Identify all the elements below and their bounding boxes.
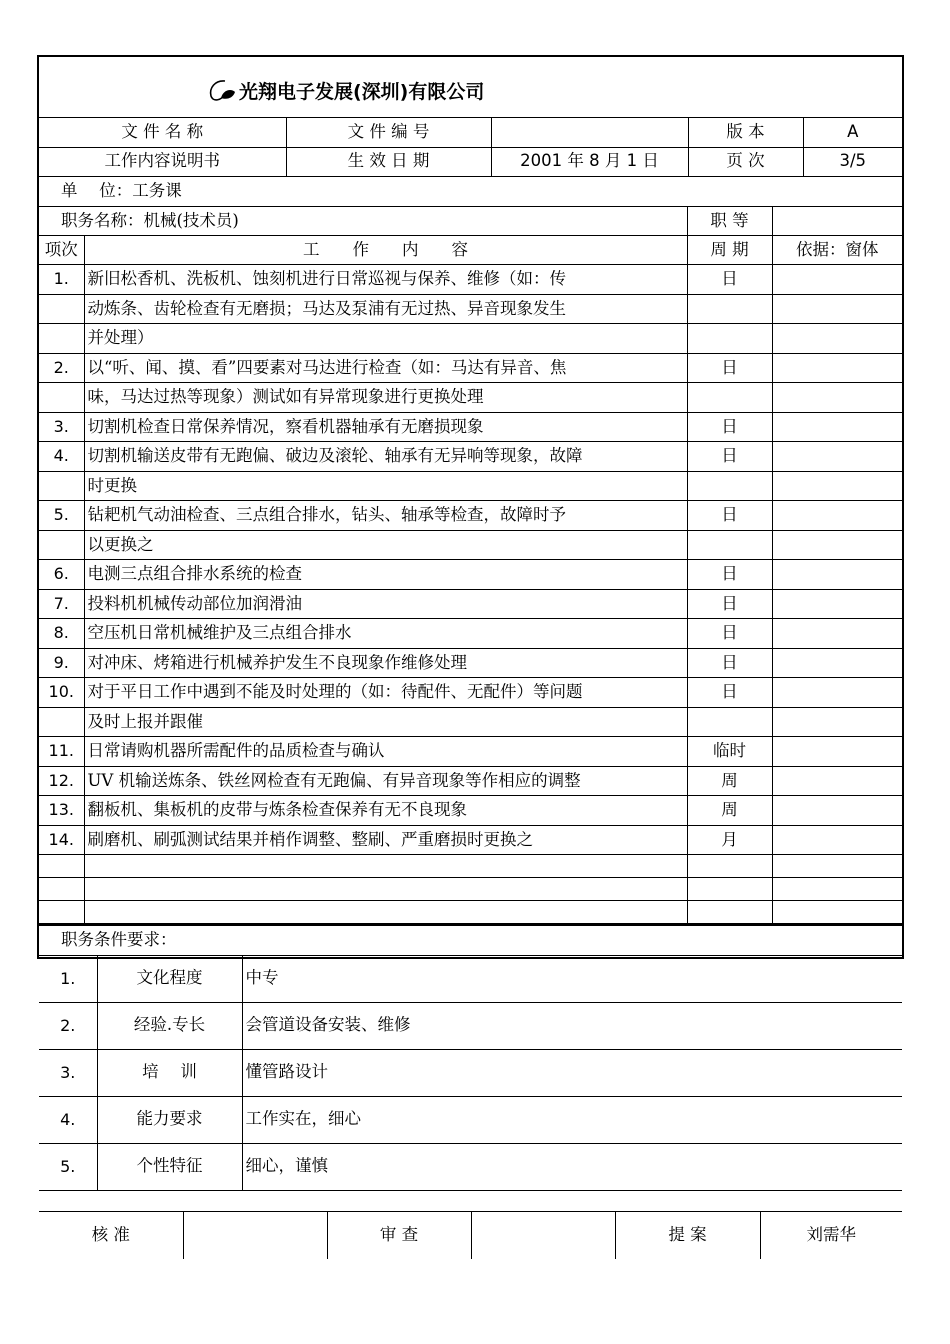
row-content: 钻耙机气动油检查、三点组合排水，钻头、轴承等检查，故障时予 (84, 501, 687, 531)
signoff-table (39, 1212, 902, 1259)
unit-line: 单 位：工务课 (39, 177, 902, 207)
row-number: 7. (39, 589, 84, 619)
row-basis (772, 560, 902, 590)
work-row (39, 383, 902, 413)
row-basis (772, 265, 902, 295)
requirement-number: 1. (39, 955, 97, 1002)
row-number: 13. (39, 796, 84, 826)
col-header-no: 项次 (39, 236, 84, 265)
row-content: 以更换之 (84, 530, 687, 560)
row-basis (772, 589, 902, 619)
row-content: 切割机检查日常保养情况，察看机器轴承有无磨损现象 (84, 412, 687, 442)
propose-label: 提 案 (615, 1212, 760, 1259)
row-cycle (687, 707, 772, 737)
requirement-label: 能力要求 (97, 1096, 242, 1143)
requirement-label: 个性特征 (97, 1143, 242, 1190)
requirement-row (39, 1143, 902, 1190)
row-number: 3. (39, 412, 84, 442)
row-basis (772, 619, 902, 649)
row-cycle: 日 (687, 589, 772, 619)
effective-label: 生 效 日 期 (286, 147, 491, 176)
blank-row (39, 878, 902, 901)
row-basis (772, 412, 902, 442)
row-basis (772, 471, 902, 501)
work-rows (39, 265, 902, 855)
grade-value (772, 207, 902, 236)
row-cycle: 周 (687, 796, 772, 826)
col-header-basis: 依据：窗体 (772, 236, 902, 265)
work-table (39, 177, 902, 925)
row-cycle: 日 (687, 560, 772, 590)
row-number (39, 294, 84, 324)
row-content: 新旧松香机、洗板机、蚀刻机进行日常巡视与保养、维修（如：传 (84, 265, 687, 295)
row-cycle (687, 324, 772, 354)
row-basis (772, 737, 902, 767)
row-cycle: 日 (687, 619, 772, 649)
row-basis (772, 530, 902, 560)
row-basis (772, 442, 902, 472)
row-number (39, 383, 84, 413)
work-row (39, 796, 902, 826)
row-basis (772, 796, 902, 826)
work-row (39, 353, 902, 383)
row-content: 空压机日常机械维护及三点组合排水 (84, 619, 687, 649)
row-cycle: 日 (687, 501, 772, 531)
meta-table (39, 118, 902, 177)
work-row (39, 442, 902, 472)
col-header-content: 工 作 内 容 (84, 236, 687, 265)
row-content: 以“听、闻、摸、看”四要素对马达进行检查（如：马达有异音、焦 (84, 353, 687, 383)
blank-row (39, 855, 902, 878)
row-content: 并处理） (84, 324, 687, 354)
approve-value (183, 1212, 327, 1259)
row-cycle (687, 471, 772, 501)
requirements-table (39, 924, 902, 1212)
row-number: 12. (39, 766, 84, 796)
work-row (39, 648, 902, 678)
row-cycle: 月 (687, 825, 772, 855)
doc-name-label: 文 件 名 称 (39, 118, 286, 147)
row-number: 11. (39, 737, 84, 767)
approve-label: 核 准 (39, 1212, 183, 1259)
blank-row (39, 901, 902, 924)
row-basis (772, 648, 902, 678)
work-row (39, 294, 902, 324)
row-number: 9. (39, 648, 84, 678)
row-number: 4. (39, 442, 84, 472)
work-row (39, 471, 902, 501)
work-row (39, 324, 902, 354)
grade-label: 职 等 (687, 207, 772, 236)
row-content: UV 机输送炼条、铁丝网检查有无跑偏、有异音现象等作相应的调整 (84, 766, 687, 796)
doc-no-label: 文 件 编 号 (286, 118, 491, 147)
row-content: 及时上报并跟催 (84, 707, 687, 737)
row-number: 2. (39, 353, 84, 383)
work-row (39, 619, 902, 649)
row-content: 切割机输送皮带有无跑偏、破边及滚轮、轴承有无异响等现象，故障 (84, 442, 687, 472)
row-number: 8. (39, 619, 84, 649)
row-content: 投料机机械传动部位加润滑油 (84, 589, 687, 619)
row-cycle (687, 294, 772, 324)
row-number: 6. (39, 560, 84, 590)
row-cycle: 日 (687, 442, 772, 472)
work-row (39, 825, 902, 855)
work-row (39, 707, 902, 737)
row-number: 1. (39, 265, 84, 295)
row-cycle: 临时 (687, 737, 772, 767)
requirement-label: 经验.专长 (97, 1002, 242, 1049)
requirement-number: 4. (39, 1096, 97, 1143)
row-cycle: 周 (687, 766, 772, 796)
row-content: 味，马达过热等现象）测试如有异常现象进行更换处理 (84, 383, 687, 413)
requirement-row (39, 1096, 902, 1143)
page-value: 3/5 (803, 147, 902, 176)
row-content: 动炼条、齿轮检查有无磨损；马达及泵浦有无过热、异音现象发生 (84, 294, 687, 324)
col-header-cycle: 周 期 (687, 236, 772, 265)
work-row (39, 265, 902, 295)
row-number (39, 324, 84, 354)
propose-value: 刘需华 (760, 1212, 902, 1259)
row-basis (772, 501, 902, 531)
doc-no-value (491, 118, 688, 147)
page-label: 页 次 (688, 147, 803, 176)
position-line: 职务名称：机械(技术员) (39, 207, 687, 236)
requirement-number: 2. (39, 1002, 97, 1049)
row-content: 时更换 (84, 471, 687, 501)
row-number (39, 707, 84, 737)
company-title (207, 77, 484, 104)
row-cycle: 日 (687, 648, 772, 678)
work-row (39, 560, 902, 590)
row-basis (772, 825, 902, 855)
company-name: 光翔电子发展(深圳)有限公司 (239, 81, 485, 103)
doc-name-value: 工作内容说明书 (39, 147, 286, 176)
requirement-value: 会管道设备安装、维修 (242, 1002, 902, 1049)
row-number: 10. (39, 678, 84, 708)
row-basis (772, 766, 902, 796)
work-row (39, 530, 902, 560)
requirements-rows (39, 955, 902, 1190)
requirement-value: 懂管路设计 (242, 1049, 902, 1096)
requirement-label: 培 训 (97, 1049, 242, 1096)
row-cycle (687, 383, 772, 413)
row-number: 5. (39, 501, 84, 531)
effective-value: 2001 年 8 月 1 日 (491, 147, 688, 176)
requirement-number: 3. (39, 1049, 97, 1096)
work-row (39, 589, 902, 619)
row-cycle: 日 (687, 353, 772, 383)
requirement-row (39, 1049, 902, 1096)
row-basis (772, 294, 902, 324)
requirement-value: 工作实在，细心 (242, 1096, 902, 1143)
row-content: 翻板机、集板机的皮带与炼条检查保养有无不良现象 (84, 796, 687, 826)
document-form (37, 55, 904, 1244)
review-value (471, 1212, 615, 1259)
row-cycle: 日 (687, 265, 772, 295)
requirement-value: 中专 (242, 955, 902, 1002)
review-label: 审 查 (327, 1212, 471, 1259)
row-content: 日常请购机器所需配件的品质检查与确认 (84, 737, 687, 767)
work-row (39, 501, 902, 531)
requirement-value: 细心，谨慎 (242, 1143, 902, 1190)
row-cycle (687, 530, 772, 560)
version-value: A (803, 118, 902, 147)
work-row (39, 678, 902, 708)
requirements-title: 职务条件要求： (39, 925, 902, 955)
row-content: 对冲床、烤箱进行机械养护发生不良现象作维修处理 (84, 648, 687, 678)
work-row (39, 766, 902, 796)
row-basis (772, 383, 902, 413)
requirement-row (39, 955, 902, 1002)
requirement-number: 5. (39, 1143, 97, 1190)
row-content: 刷磨机、刷弧测试结果并梢作调整、整刷、严重磨损时更换之 (84, 825, 687, 855)
row-number (39, 471, 84, 501)
requirement-row (39, 1002, 902, 1049)
row-cycle: 日 (687, 412, 772, 442)
work-row (39, 412, 902, 442)
row-number (39, 530, 84, 560)
row-content: 对于平日工作中遇到不能及时处理的（如：待配件、无配件）等问题 (84, 678, 687, 708)
requirement-label: 文化程度 (97, 955, 242, 1002)
work-row (39, 737, 902, 767)
row-cycle: 日 (687, 678, 772, 708)
document-header (39, 57, 902, 118)
row-basis (772, 678, 902, 708)
version-label: 版 本 (688, 118, 803, 147)
row-basis (772, 707, 902, 737)
spacer-row (39, 1190, 902, 1211)
company-logo-icon (207, 78, 237, 104)
row-basis (772, 353, 902, 383)
row-number: 14. (39, 825, 84, 855)
row-basis (772, 324, 902, 354)
row-content: 电测三点组合排水系统的检查 (84, 560, 687, 590)
